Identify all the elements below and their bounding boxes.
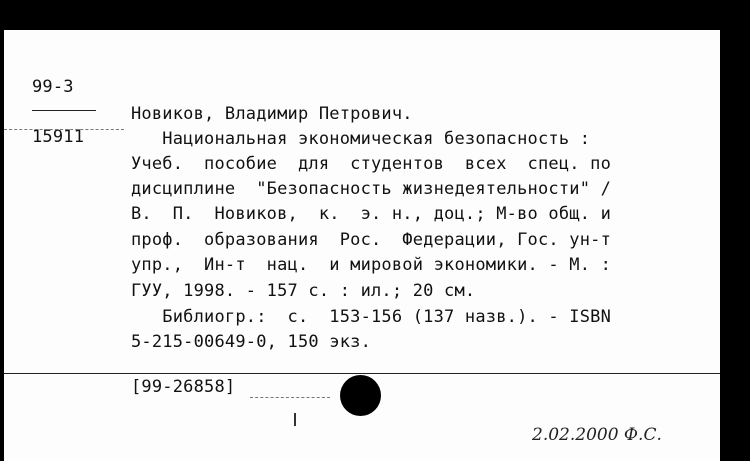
scan-border-right	[720, 30, 750, 461]
handwritten-note: 2.02.2000 Ф.С.	[532, 425, 662, 445]
entry-line-7: упр., Ин-т нац. и мировой экономики. - М. :	[131, 255, 612, 275]
shelf-mark-divider	[32, 110, 96, 111]
entry-line-2: Национальная экономическая безопасность :	[131, 129, 591, 149]
entry-line-10: 5-215-00649-0, 150 экз.	[131, 332, 372, 352]
scan-border-top	[0, 0, 750, 30]
scan-noise-line	[4, 129, 124, 130]
punch-hole	[340, 375, 381, 416]
entry-line-4: дисциплине "Безопасность жизнедеятельности" /	[131, 179, 612, 199]
shelf-mark-bottom: 15911	[32, 127, 85, 147]
shelf-mark-top: 99-3	[32, 77, 74, 97]
entry-line-6: проф. образования Рос. Федерации, Гос. ун-т	[131, 230, 612, 250]
pencil-tick	[294, 413, 296, 426]
entry-line-3: Учеб. пособие для студентов всех спец. по	[131, 154, 612, 174]
scan-noise-line-2	[250, 397, 330, 398]
card-number: [99-26858]	[131, 377, 236, 397]
entry-line-8: ГУУ, 1998. - 157 с. : ил.; 20 см.	[131, 281, 476, 301]
entry-line-5: В. П. Новиков, к. э. н., доц.; М-во общ. и	[131, 204, 612, 224]
entry-line-1: Новиков, Владимир Петрович.	[131, 104, 413, 124]
card-rule	[4, 373, 720, 374]
entry-line-9: Библиогр.: с. 153-156 (137 назв.). - ISBN	[131, 307, 612, 327]
